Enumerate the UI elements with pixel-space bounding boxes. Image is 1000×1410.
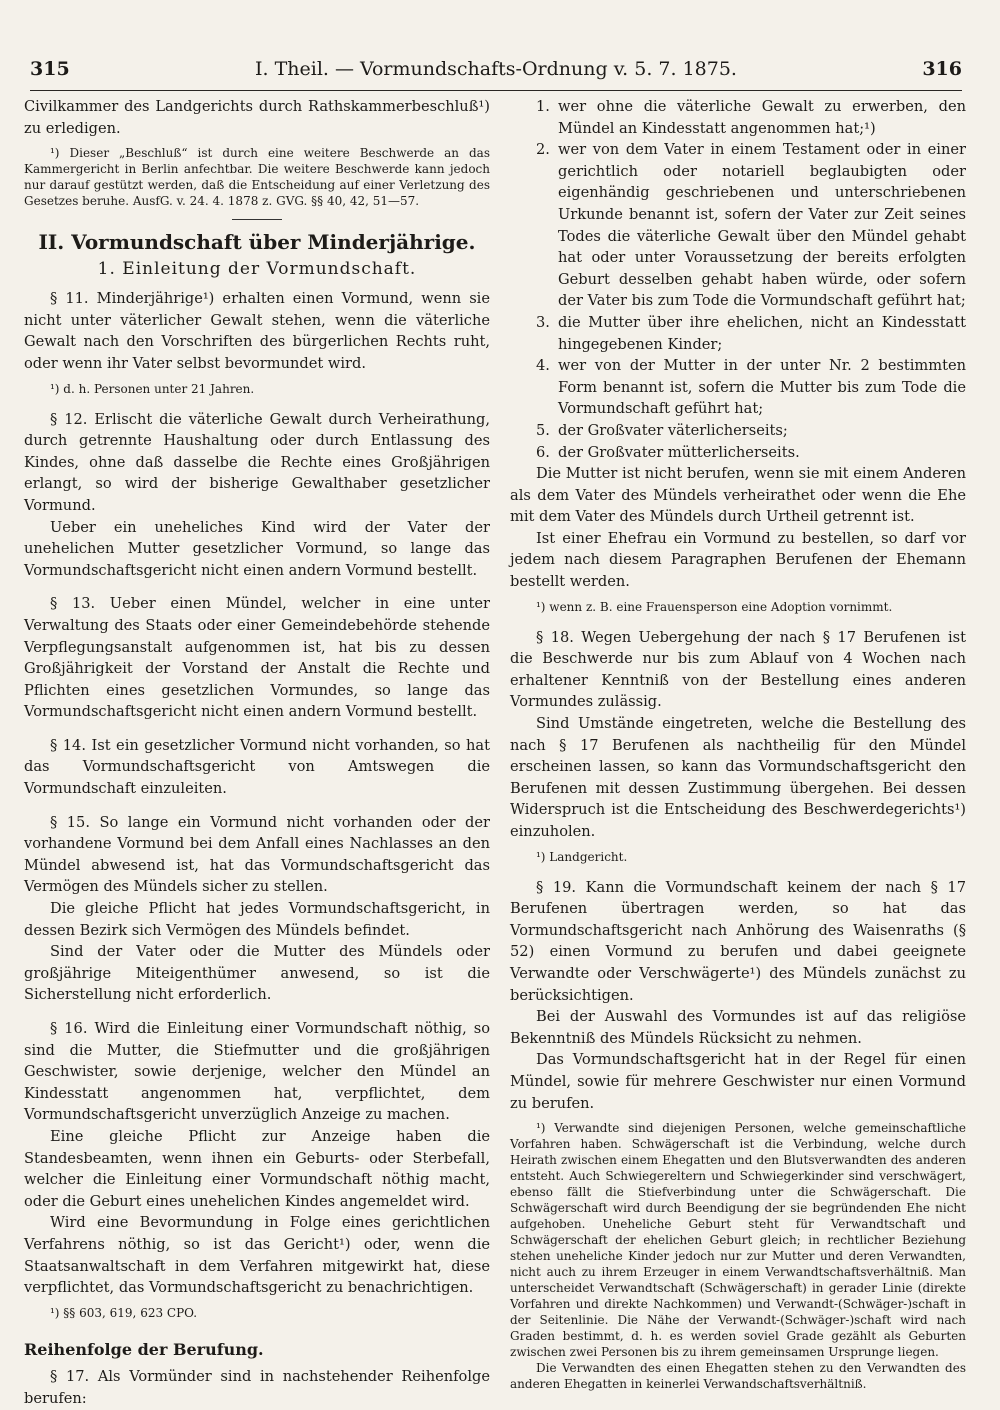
list-item [510,420,966,442]
list-number: 6. [536,443,550,461]
paragraph-17: § 17. Als Vormünder sind in nachstehender Reihenfolge berufen: [24,1368,490,1407]
list-number: 3. [536,313,550,331]
list-text: wer von der Mutter in der unter Nr. 2 bestimmten Form benannt ist, sofern die Mutter bis zum Tode die Vormundschaft geführt hat; [558,357,966,418]
paragraph-12: § 12. Erlischt die väterliche Gewalt durch Verheirathung, durch getrennte Haushaltung oder durch Entlassung des Kindes, ohne daß dasselbe die Rechte eines Großjährigen erlangt, so wird der bisherige Gewalthaber gesetzlicher Vormund. [24,410,490,514]
paragraph-15: § 15. So lange ein Vormund nicht vorhanden oder der vorhandene Vormund bei dem Anfall eines Nachlasses an den Mündel abwesend ist, hat das Vormundschaftsgericht das Vermögen des Mündels sicher zu stellen. [24,813,490,896]
page-number-right: 316 [922,58,962,80]
header-title: I. Theil. — Vormundschafts-Ordnung v. 5. 7. 1875. [255,58,737,80]
succession-list [510,96,966,463]
list-item [510,139,966,312]
footnote-11: ¹) d. h. Personen unter 21 Jahren. [50,381,255,396]
paragraph-16b: Eine gleiche Pflicht zur Anzeige haben die Standesbeamten, wenn ihnen ein Geburts- oder Sterbefall, welcher die Einleitung einer Vormundschaft nöthig macht, oder die Geburt eines unehelichen Kindes angemeldet wird. [24,1127,490,1210]
section-title: II. Vormundschaft über Minderjährige. [38,230,476,255]
paragraph-16c: Wird eine Bevormundung in Folge eines gerichtlichen Verfahrens nöthig, so ist das Gericht¹) oder, wenn die Staatsanwaltschaft in dem Verfahren mitgewirkt hat, diese verpflichtet, das Vormundschaftsgericht zu benachrichtigen. [24,1214,490,1297]
list-number: 1. [536,98,550,115]
section-divider [232,219,282,220]
list-number: 5. [536,421,550,439]
paragraph-16: § 16. Wird die Einleitung einer Vormundschaft nöthig, so sind die Mutter, die Stiefmutter und die großjährigen Geschwister, sowie derjenige, welcher den Mündel an Kindesstatt angenommen hat, verpflichtet, dem Vormundschaftsgericht unverzüglich Anzeige zu machen. [24,1020,490,1124]
paragraph-19c: Das Vormundschaftsgericht hat in der Regel für einen Mündel, sowie für mehrere Geschwister nur einen Vormund zu berufen. [510,1051,966,1112]
subsection-title: 1. Einleitung der Vormundschaft. [97,259,417,280]
paragraph-17c: Ist einer Ehefrau ein Vormund zu bestellen, so darf vor jedem nach diesem Paragraphen Berufenen der Ehemann bestellt werden. [510,529,966,591]
paragraph-14: § 14. Ist ein gesetzlicher Vormund nicht vorhanden, so hat das Vormundschaftsgericht von Amtswegen die Vormundschaft einzuleiten. [24,736,490,798]
run-in-heading: Reihenfolge der Berufung. [24,1339,264,1359]
paragraph-13: § 13. Ueber einen Mündel, welcher in eine unter Verwaltung des Staats oder einer Gemeindebehörde stehende Verpflegungsanstalt aufgenommen ist, hat bis zu dessen Großjährigkeit der Vorstand der Anstalt die Rechte und Pflichten eines gesetzlichen Vormundes, so lange das Vormundschaftsgericht nicht einen andern Vormund bestellt. [24,595,490,721]
paragraph-19b: Bei der Auswahl des Vormundes ist auf das religiöse Bekenntniß des Mündels Rücksicht zu nehmen. [510,1008,966,1047]
footnote-16: ¹) §§ 603, 619, 623 CPO. [50,1305,198,1320]
paragraph-18: § 18. Wegen Uebergehung der nach § 17 Berufenen ist die Beschwerde nur bis zum Ablauf von 4 Wochen nach erhaltener Kenntniß von der Bestellung eines anderen Vormundes zulässig. [510,628,966,711]
list-number: 4. [536,357,550,375]
list-text: wer von dem Vater in einem Testament oder in einer gerichtlich oder notariell beglaubigten oder eigenhändig geschriebenen und unterschriebenen Urkunde benannt ist, sofern der Vater zur Zeit seines Todes die väterliche Gewalt über den Mündel gehabt hat oder unter Voraussetzung der bereits erfolgten Geburt desselben gehabt haben würde, oder sofern der Vater bis zum Tode die Vormundschaft geführt hat; [558,141,966,310]
running-header [30,58,962,86]
list-item [510,312,966,355]
paragraph-19: § 19. Kann die Vormundschaft keinem der nach § 17 Berufenen übertragen werden, so hat das Vormundschaftsgericht nach Anhörung des Waisenraths (§ 52) einen Vormund zu berufen und dabei geeignete Verwandte oder Verschwägerte¹) des Mündels zunächst zu berücksichtigen. [510,878,966,1004]
left-column [24,96,490,1410]
paragraph-15b: Die gleiche Pflicht hat jedes Vormundschaftsgericht, in dessen Bezirk sich Vermögen des Mündels befindet. [24,900,490,939]
paragraph-17b: Die Mutter ist nicht berufen, wenn sie mit einem Anderen als dem Vater des Mündels verheirathet oder wenn die Ehe mit dem Vater des Mündels durch Urtheil getrennt ist. [510,465,966,526]
header-rule [30,90,962,91]
list-text: der Großvater väterlicherseits; [558,421,788,439]
page-number-left: 315 [30,58,70,80]
right-column [510,96,966,1392]
paragraph-12b: Ueber ein uneheliches Kind wird der Vater der unehelichen Mutter gesetzlicher Vormund, so lange das Vormundschaftsgericht nicht einen andern Vormund bestellt. [24,518,490,579]
footnote-17: ¹) wenn z. B. eine Frauensperson eine Adoption vornimmt. [536,599,893,614]
paragraph-18b: Sind Umstände eingetreten, welche die Bestellung des nach § 17 Berufenen als nachtheilig für den Mündel erscheinen lassen, so kann das Vormundschaftsgericht den Berufenen mit dessen Zustimmung übergehen. Bei dessen Widerspruch ist die Entscheidung des Beschwerdegerichts¹) einzuholen. [510,715,966,840]
paragraph-15c: Sind der Vater oder die Mutter des Mündels oder großjährige Miteigenthümer anwesend, so ist die Sicherstellung nicht erforderlich. [24,943,490,1004]
list-item [510,442,966,464]
list-text: wer ohne die väterliche Gewalt zu erwerben, den Mündel an Kindesstatt angenommen hat;¹) [558,98,966,137]
footnote-18: ¹) Landgericht. [536,849,628,864]
footnote: ¹) Dieser „Beschluß“ ist durch eine weitere Beschwerde an das Kammergericht in Berlin anfechtbar. Die weitere Beschwerde kann jedoch nur darauf gestützt werden, daß die Entscheidung auf einer Verletzung des Gesetzes beruhe. AusfG. v. 24. 4. 1878 z. GVG. §§ 40, 42, 51—57. [24,146,490,209]
footnote-19b: Die Verwandten des einen Ehegatten stehen zu den Verwandten des anderen Ehegatten in keinerlei Verwandschaftsverhältniß. [510,1361,966,1392]
list-item [510,96,966,139]
list-text: der Großvater mütterlicherseits. [558,443,800,461]
paragraph-11: § 11. Minderjährige¹) erhalten einen Vormund, wenn sie nicht unter väterlicher Gewalt stehen, wenn die väterliche Gewalt nach den Vorschriften des bürgerlichen Rechts ruht, oder wenn ihr Vater selbst bevormundet wird. [24,290,490,372]
list-item [510,355,966,420]
footnote-19: ¹) Verwandte sind diejenigen Personen, welche gemeinschaftliche Vorfahren haben. Schwägerschaft ist die Verbindung, welche durch Heirath zwischen einem Ehegatten und den Blutsverwandten des anderen entsteht. Auch Schwiegereltern und Schwiegerkinder sind verschwägert, ebenso fällt die Stiefverbindung unter die Schwägerschaft. Die Schwägerschaft wird durch Beendigung der sie begründenden Ehe nicht aufgehoben. Uneheliche Geburt steht für Verwandtschaft und Schwägerschaft der ehelichen Geburt gleich; in rechtlicher Beziehung stehen uneheliche Kinder jedoch nur zur Mutter und deren Verwandten, nicht auch zu ihrem Erzeuger in einem Verwandtschaftsverhältniß. Man unterscheidet Verwandtschaft (Schwägerschaft) in gerader Linie (direkte Vorfahren und direkte Nachkommen) und Verwandt-(Schwäger-)schaft in der Seitenlinie. Die Nähe der Verwandt-(Schwäger-)schaft wird nach Graden bestimmt, d. h. es werden soviel Grade gezählt als Geburten zwischen zwei Personen bis zu ihrem gemeinsamen Ursprunge liegen. [510,1121,966,1360]
list-number: 2. [536,141,550,159]
list-text: die Mutter über ihre ehelichen, nicht an Kindesstatt hingegebenen Kinder; [558,313,966,353]
continued-paragraph: Civilkammer des Landgerichts durch Rathskammerbeschluß¹) zu erledigen. [24,98,490,137]
